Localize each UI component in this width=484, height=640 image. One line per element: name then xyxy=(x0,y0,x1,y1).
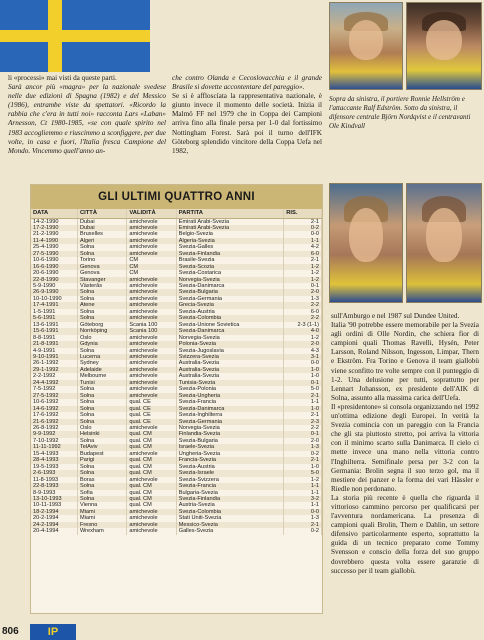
cell-city: Torino xyxy=(77,257,126,263)
cell-validity: qual. CM xyxy=(127,496,176,502)
player-photo-kindvall xyxy=(406,183,482,303)
cell-validity: amichevole xyxy=(127,348,176,354)
cell-city: Solna xyxy=(77,315,126,321)
cell-date: 27-5-1992 xyxy=(31,393,77,399)
cell-date: 10-10-1990 xyxy=(31,296,77,302)
cell-validity: amichevole xyxy=(127,354,176,360)
cell-date: 24-2-1994 xyxy=(31,522,77,528)
cell-match: Svezia-Unione Sovietica xyxy=(176,322,284,328)
cell-date: 10-11-1993 xyxy=(31,502,77,508)
cell-result: 2-1 xyxy=(284,457,322,463)
cell-result: 2-2 xyxy=(284,425,322,431)
cell-match: Svezia-Scozia xyxy=(176,264,284,270)
cell-date: 27-5-1990 xyxy=(31,251,77,257)
cell-city: Genova xyxy=(77,264,126,270)
cell-validity: amichevole xyxy=(127,302,176,308)
cell-city: Solna xyxy=(77,470,126,476)
cell-date: 10-6-1990 xyxy=(31,257,77,263)
cell-validity: qual. CE xyxy=(127,419,176,425)
cell-validity: amichevole xyxy=(127,509,176,515)
cell-date: 2-6-1993 xyxy=(31,470,77,476)
cell-date: 22-8-1990 xyxy=(31,277,77,283)
article-column-left xyxy=(8,74,166,156)
cell-city: Solna xyxy=(77,438,126,444)
cell-date: 21-2-1990 xyxy=(31,231,77,237)
cell-result: 0-2 xyxy=(284,225,322,231)
cell-validity: amichevole xyxy=(127,341,176,347)
cell-match: Svezia-Germania xyxy=(176,419,284,425)
table-row xyxy=(31,528,322,534)
cell-validity: amichevole xyxy=(127,277,176,283)
cell-result: 2-1 xyxy=(284,412,322,418)
cell-result: 6-0 xyxy=(284,251,322,257)
cell-validity: Scania 100 xyxy=(127,322,176,328)
cell-result: 1-0 xyxy=(284,367,322,373)
cell-match: Ungheria-Svezia xyxy=(176,451,284,457)
cell-result: 1-1 xyxy=(284,483,322,489)
cell-validity: amichevole xyxy=(127,380,176,386)
cell-match: Svezia-Finlandia xyxy=(176,251,284,257)
cell-validity: amichevole xyxy=(127,515,176,521)
cell-city: Solna xyxy=(77,393,126,399)
cell-validity: amichevole xyxy=(127,283,176,289)
article-column-middle xyxy=(172,74,322,156)
paragraph: sull'Amburgo e nel 1987 sul Dundee United. xyxy=(331,312,460,320)
cell-city: Solna xyxy=(77,496,126,502)
cell-result: 1-0 xyxy=(284,464,322,470)
cell-city: Fresno xyxy=(77,522,126,528)
paragraph: che contro Olanda e Cecoslovacchia e il grande Brasile si dovette accontentare del pareggio». xyxy=(172,74,322,92)
cell-match: Svezia-Galles xyxy=(176,244,284,250)
magazine-logo: IP xyxy=(30,624,76,640)
cell-result: 2-1 xyxy=(284,257,322,263)
paragraph: Se si è affloscíata la rappresentativa nazionale, è giunto invece il momento delle società. Inizia il Malmö FF nel 1979 che in Coppa dei Campioni arriva fino alla finale persa per 1-0 dal fortissimo Nottingham Forest. Sarà poi il turno dell'IFK Göteborg splendido vincitore della Coppa Uefa nel 1982, xyxy=(172,92,322,155)
cell-match: Svezia-Finlandia xyxy=(176,496,284,502)
cell-match: Svezia-Danimarca xyxy=(176,328,284,334)
cell-match: Norvegia-Svezia xyxy=(176,277,284,283)
cell-result: 1-3 xyxy=(284,444,322,450)
cell-match: Svezia-Jugoslavia xyxy=(176,348,284,354)
cell-city: Oslo xyxy=(77,335,126,341)
cell-result: 2-3 xyxy=(284,419,322,425)
cell-city: Solna xyxy=(77,399,126,405)
cell-result: 4-2 xyxy=(284,244,322,250)
cell-date: 9-9-1992 xyxy=(31,431,77,437)
cell-date: 18-2-1994 xyxy=(31,509,77,515)
player-photo-edstrom xyxy=(406,2,482,90)
cell-date: 14-6-1992 xyxy=(31,406,77,412)
cell-date: 9-10-1991 xyxy=(31,354,77,360)
cell-validity: amichevole xyxy=(127,218,176,225)
cell-match: Australia-Svezia xyxy=(176,373,284,379)
cell-city: Västerås xyxy=(77,283,126,289)
cell-date: 19-5-1993 xyxy=(31,464,77,470)
cell-validity: qual. CE xyxy=(127,412,176,418)
cell-date: 16-6-1990 xyxy=(31,264,77,270)
cell-match: Svezia-Bulgaria xyxy=(176,438,284,444)
cell-city: Norrköping xyxy=(77,328,126,334)
cell-result: 1-1 xyxy=(284,399,322,405)
cell-date: 1-5-1991 xyxy=(31,309,77,315)
cell-result: 1-0 xyxy=(284,406,322,412)
cell-city: Genova xyxy=(77,270,126,276)
cell-city: Solna xyxy=(77,251,126,257)
cell-match: Svezia-Israele xyxy=(176,470,284,476)
cell-city: Solna xyxy=(77,289,126,295)
paragraph: Sarà ancor più «magra» per la nazionale svedese nelle due edizioni di Spagna (1982) e del Messico (1986), entrambe viste da spettatori. «Ricordo la rabbia che c'era in tutti noi» racconta Lars «Laban» Arnesson, Ct 1980-1985, «se con quale spirito nel 1983 accogliemmo e riuscimmo a sconfiggere, per due volte, in casa e fuori, l'Italia fresca Campione del Mondo. Vincemmo quell'anno an- xyxy=(8,83,166,155)
cell-result: 4-3 xyxy=(284,348,322,354)
cell-date: 5-6-1991 xyxy=(31,315,77,321)
cell-match: Grecia-Svezia xyxy=(176,302,284,308)
player-photo-hellstrom xyxy=(329,2,403,90)
paragraph: La storia più recente è quella che riguarda il vittorioso cammino percorso per qualificarsi per l'avventura nordamericana. La presenza di campioni quali Brolin, Thern e Dahlin, un settore difensivo particolarmente esperto, soprattutto la guida di un tecnico preparato come Tommy Svensson e conscio della forza del suo gruppo dovrebbero questa volta essere garanzie di successo per il team giallobù. xyxy=(331,493,479,575)
cell-match: Algeria-Svezia xyxy=(176,238,284,244)
cell-result: 0-2 xyxy=(284,451,322,457)
cell-result: 1-2 xyxy=(284,277,322,283)
cell-date: 11-8-1993 xyxy=(31,477,77,483)
cell-validity: amichevole xyxy=(127,425,176,431)
cell-result: 1-2 xyxy=(284,270,322,276)
cell-city: Vienna xyxy=(77,502,126,508)
cell-match: Svezia-Ungheria xyxy=(176,393,284,399)
cell-result: 1-1 xyxy=(284,502,322,508)
cell-result: 2-1 xyxy=(284,218,322,225)
photo-caption: Sopra da sinistra, il portiere Ronnie Hellström e l'attaccante Ralf Edström. Sotto da sinistra, il difensore centrale Björn Nordqvist e il centravanti Ole Kindvall xyxy=(329,95,471,130)
cell-match: Israele-Svezia xyxy=(176,444,284,450)
cell-city: Adelaide xyxy=(77,367,126,373)
cell-result: 2-2 xyxy=(284,315,322,321)
cell-validity: amichevole xyxy=(127,315,176,321)
cell-result: 2-3 (1-1) xyxy=(284,322,322,328)
cell-city: Tunisi xyxy=(77,380,126,386)
cell-result: 1-3 xyxy=(284,296,322,302)
cell-date: 28-4-1993 xyxy=(31,457,77,463)
cell-result: 0-2 xyxy=(284,528,322,534)
cell-date: 2-2-1992 xyxy=(31,373,77,379)
cell-match: Francia-Svezia xyxy=(176,457,284,463)
cell-city: Solna xyxy=(77,483,126,489)
cell-validity: amichevole xyxy=(127,309,176,315)
cell-city: Solna xyxy=(77,464,126,470)
cell-match: Svezia-Francia xyxy=(176,399,284,405)
cell-date: 26-9-1990 xyxy=(31,289,77,295)
cell-validity: qual. CM xyxy=(127,438,176,444)
cell-match: Bulgaria-Svezia xyxy=(176,490,284,496)
cell-match: Svezia-Francia xyxy=(176,483,284,489)
cell-city: Stavanger xyxy=(77,277,126,283)
cell-match: Svezia-Colombia xyxy=(176,509,284,515)
cell-city: Helsinki xyxy=(77,431,126,437)
cell-date: 22-8-1993 xyxy=(31,483,77,489)
paragraph: Il «presidentone» si consola organizzando nel 1992 un'ottima edizione degli Europei. In verità la Svezia comincia con un pareggio con la Francia che gli sta piuttosto stretto, poi arriva la vittoria con il minimo scarto sulla Danimarca. Il cielo ci mette invece una mano nella vittoria contro l'Inghilterra. Semifinale persa per 3-2 con la Germania: Brolin segna il suo terzo gol, ma il mestiere dei panzer e la forma dei vari Hässler e Riedle non perdonano. xyxy=(331,402,479,493)
cell-result: 0-1 xyxy=(284,283,322,289)
cell-date: 8-8-1991 xyxy=(31,335,77,341)
cell-result: 2-2 xyxy=(284,302,322,308)
cell-result: 0-0 xyxy=(284,360,322,366)
cell-validity: amichevole xyxy=(127,522,176,528)
header-validity: VALIDITÀ xyxy=(127,209,176,218)
cell-result: 5-0 xyxy=(284,386,322,392)
results-table-box xyxy=(30,184,323,614)
cell-validity: amichevole xyxy=(127,477,176,483)
cell-city: Budapest xyxy=(77,451,126,457)
cell-result: 0-1 xyxy=(284,431,322,437)
cell-result: 1-2 xyxy=(284,335,322,341)
cell-match: Svezia-Germania xyxy=(176,296,284,302)
cell-result: 0-1 xyxy=(284,380,322,386)
cell-city: Melbourne xyxy=(77,373,126,379)
cell-date: 7-5-1992 xyxy=(31,386,77,392)
cell-city: Dubai xyxy=(77,218,126,225)
cell-result: 6-0 xyxy=(284,309,322,315)
cell-result: 2-1 xyxy=(284,522,322,528)
cell-validity: amichevole xyxy=(127,451,176,457)
cell-city: Lucerna xyxy=(77,354,126,360)
cell-city: Gdynia xyxy=(77,341,126,347)
cell-validity: qual. CE xyxy=(127,399,176,405)
cell-result: 4-0 xyxy=(284,328,322,334)
cell-city: Sofia xyxy=(77,490,126,496)
cell-date: 21-8-1991 xyxy=(31,341,77,347)
cell-date: 17-4-1991 xyxy=(31,302,77,308)
header-match: PARTITA xyxy=(176,209,284,218)
cell-city: Miami xyxy=(77,509,126,515)
table-header-row xyxy=(31,209,322,218)
cell-date: 15-6-1991 xyxy=(31,328,77,334)
cell-city: Solna xyxy=(77,386,126,392)
cell-date: 20-2-1994 xyxy=(31,515,77,521)
cell-result: 5-0 xyxy=(284,470,322,476)
cell-validity: qual. CM xyxy=(127,490,176,496)
cell-match: Svezia-Polonia xyxy=(176,386,284,392)
cell-city: Solna xyxy=(77,406,126,412)
cell-result: 3-1 xyxy=(284,354,322,360)
cell-validity: CM xyxy=(127,270,176,276)
cell-match: Emirati Arabi-Svezia xyxy=(176,218,284,225)
cell-match: Austria-Svezia xyxy=(176,502,284,508)
cell-date: 20-4-1994 xyxy=(31,528,77,534)
cell-city: Parigi xyxy=(77,457,126,463)
cell-match: Svezia-Austria xyxy=(176,309,284,315)
cell-match: Norvegia-Svezia xyxy=(176,335,284,341)
cell-result: 0-0 xyxy=(284,231,322,237)
cell-match: Svezia-Colombia xyxy=(176,315,284,321)
cell-match: Galles-Svezia xyxy=(176,528,284,534)
cell-validity: qual. CM xyxy=(127,502,176,508)
header-result: RIS. xyxy=(284,209,322,218)
cell-match: Belgio-Svezia xyxy=(176,231,284,237)
cell-match: Svizzera-Svezia xyxy=(176,354,284,360)
cell-city: Solna xyxy=(77,244,126,250)
cell-match: Tunisia-Svezia xyxy=(176,380,284,386)
cell-city: Algeri xyxy=(77,238,126,244)
cell-city: Solna xyxy=(77,412,126,418)
cell-result: 2-0 xyxy=(284,289,322,295)
cell-validity: amichevole xyxy=(127,238,176,244)
cell-city: Bruxelles xyxy=(77,231,126,237)
cell-date: 4-9-1991 xyxy=(31,348,77,354)
cell-match: Australia-Svezia xyxy=(176,360,284,366)
cell-result: 1-1 xyxy=(284,238,322,244)
cell-match: Svezia-Inghilterra xyxy=(176,412,284,418)
cell-result: 0-0 xyxy=(284,509,322,515)
cell-match: Brasile-Svezia xyxy=(176,257,284,263)
cell-validity: qual. CM xyxy=(127,470,176,476)
cell-validity: qual. CM xyxy=(127,464,176,470)
cell-date: 21-6-1992 xyxy=(31,419,77,425)
cell-match: Australia-Svezia xyxy=(176,367,284,373)
cell-validity: amichevole xyxy=(127,289,176,295)
cell-date: 25-4-1990 xyxy=(31,244,77,250)
cell-match: Polonia-Svezia xyxy=(176,341,284,347)
paragraph: Italia '90 potrebbe essere memorabile per la Svezia agli ordini di Olle Nordin, che schiera fior di campioni quali Thomas Ravelli, Hysén, Peter Larsson, Roland Nilsson, Ingesson, Limpar, Thern e Ekström. Fra Torino e Genova il team giallobù viene sconfitto tre volte sempre con il punteggio di 1-2. Una delusione per tutti, soprattutto per Lennart Johansson, ex presidente dell'AIK di Solna, assunto alla massima carica dell'Uefa. xyxy=(331,321,479,402)
cell-validity: amichevole xyxy=(127,528,176,534)
cell-date: 10-6-1992 xyxy=(31,399,77,405)
cell-date: 11-11-1992 xyxy=(31,444,77,450)
cell-match: Emirati Arabi-Svezia xyxy=(176,225,284,231)
cell-city: Göteborg xyxy=(77,322,126,328)
cell-city: TelAviv xyxy=(77,444,126,450)
cell-result: 2-0 xyxy=(284,341,322,347)
cell-city: Solna xyxy=(77,348,126,354)
cell-match: Norvegia-Svezia xyxy=(176,425,284,431)
cell-validity: amichevole xyxy=(127,393,176,399)
cell-validity: qual. CM xyxy=(127,483,176,489)
cell-result: 1-2 xyxy=(284,477,322,483)
cell-result: 2-1 xyxy=(284,393,322,399)
cell-result: 2-0 xyxy=(284,438,322,444)
cell-city: Dubai xyxy=(77,225,126,231)
cell-city: Solna xyxy=(77,419,126,425)
cell-city: Miami xyxy=(77,515,126,521)
cell-date: 14-2-1990 xyxy=(31,218,77,225)
cell-city: Oslo xyxy=(77,425,126,431)
header-city: CITTÀ xyxy=(77,209,126,218)
cell-date: 13-10-1993 xyxy=(31,496,77,502)
page-number: 806 xyxy=(2,626,19,637)
cell-date: 26-1-1992 xyxy=(31,360,77,366)
cell-validity: qual. CM xyxy=(127,431,176,437)
cell-validity: amichevole xyxy=(127,386,176,392)
cell-date: 20-6-1990 xyxy=(31,270,77,276)
cell-city: Wrexham xyxy=(77,528,126,534)
article-column-right xyxy=(331,312,479,576)
cell-match: Svezia-Danimarca xyxy=(176,406,284,412)
swedish-flag-graphic xyxy=(0,0,150,72)
cell-match: Messico-Svezia xyxy=(176,522,284,528)
cell-date: 8-9-1993 xyxy=(31,490,77,496)
cell-city: Solna xyxy=(77,296,126,302)
cell-validity: qual. CE xyxy=(127,406,176,412)
cell-validity: amichevole xyxy=(127,373,176,379)
cell-match: Svezia-Bulgaria xyxy=(176,289,284,295)
cell-match: Svezia-Costarica xyxy=(176,270,284,276)
cell-validity: CM xyxy=(127,257,176,263)
cell-result: 1-0 xyxy=(284,373,322,379)
cell-validity: Scania 100 xyxy=(127,328,176,334)
cell-match: Stati Uniti-Svezia xyxy=(176,515,284,521)
cell-result: 1-1 xyxy=(284,490,322,496)
cell-city: Boras xyxy=(77,477,126,483)
cell-match: Finlandia-Svezia xyxy=(176,431,284,437)
cell-match: Svezia-Austria xyxy=(176,464,284,470)
cell-city: Atene xyxy=(77,302,126,308)
cell-validity: qual. CM xyxy=(127,444,176,450)
cell-date: 7-10-1992 xyxy=(31,438,77,444)
cell-validity: qual. CM xyxy=(127,457,176,463)
cell-validity: amichevole xyxy=(127,231,176,237)
cell-match: Svezia-Svizzera xyxy=(176,477,284,483)
cell-validity: amichevole xyxy=(127,251,176,257)
header-date: DATA xyxy=(31,209,77,218)
cell-date: 17-6-1992 xyxy=(31,412,77,418)
cell-validity: amichevole xyxy=(127,360,176,366)
cell-date: 24-4-1992 xyxy=(31,380,77,386)
cell-result: 1-2 xyxy=(284,264,322,270)
table-title: GLI ULTIMI QUATTRO ANNI xyxy=(31,185,322,209)
cell-date: 17-2-1990 xyxy=(31,225,77,231)
cell-validity: amichevole xyxy=(127,335,176,341)
cell-validity: amichevole xyxy=(127,296,176,302)
cell-city: Solna xyxy=(77,309,126,315)
cell-validity: CM xyxy=(127,264,176,270)
cell-date: 15-4-1993 xyxy=(31,451,77,457)
results-table xyxy=(31,209,322,535)
cell-date: 29-1-1992 xyxy=(31,367,77,373)
player-photo-nordqvist xyxy=(329,183,403,303)
cell-result: 3-2 xyxy=(284,496,322,502)
cell-date: 26-8-1992 xyxy=(31,425,77,431)
cell-validity: amichevole xyxy=(127,244,176,250)
cell-date: 13-6-1991 xyxy=(31,322,77,328)
cell-match: Svezia-Danimarca xyxy=(176,283,284,289)
cell-validity: amichevole xyxy=(127,367,176,373)
paragraph: li «processi» mai visti da queste parti. xyxy=(8,74,117,82)
table-row xyxy=(31,218,322,225)
cell-city: Sydney xyxy=(77,360,126,366)
cell-date: 11-4-1990 xyxy=(31,238,77,244)
cell-validity: amichevole xyxy=(127,225,176,231)
cell-result: 1-3 xyxy=(284,515,322,521)
cell-date: 5-9-1990 xyxy=(31,283,77,289)
